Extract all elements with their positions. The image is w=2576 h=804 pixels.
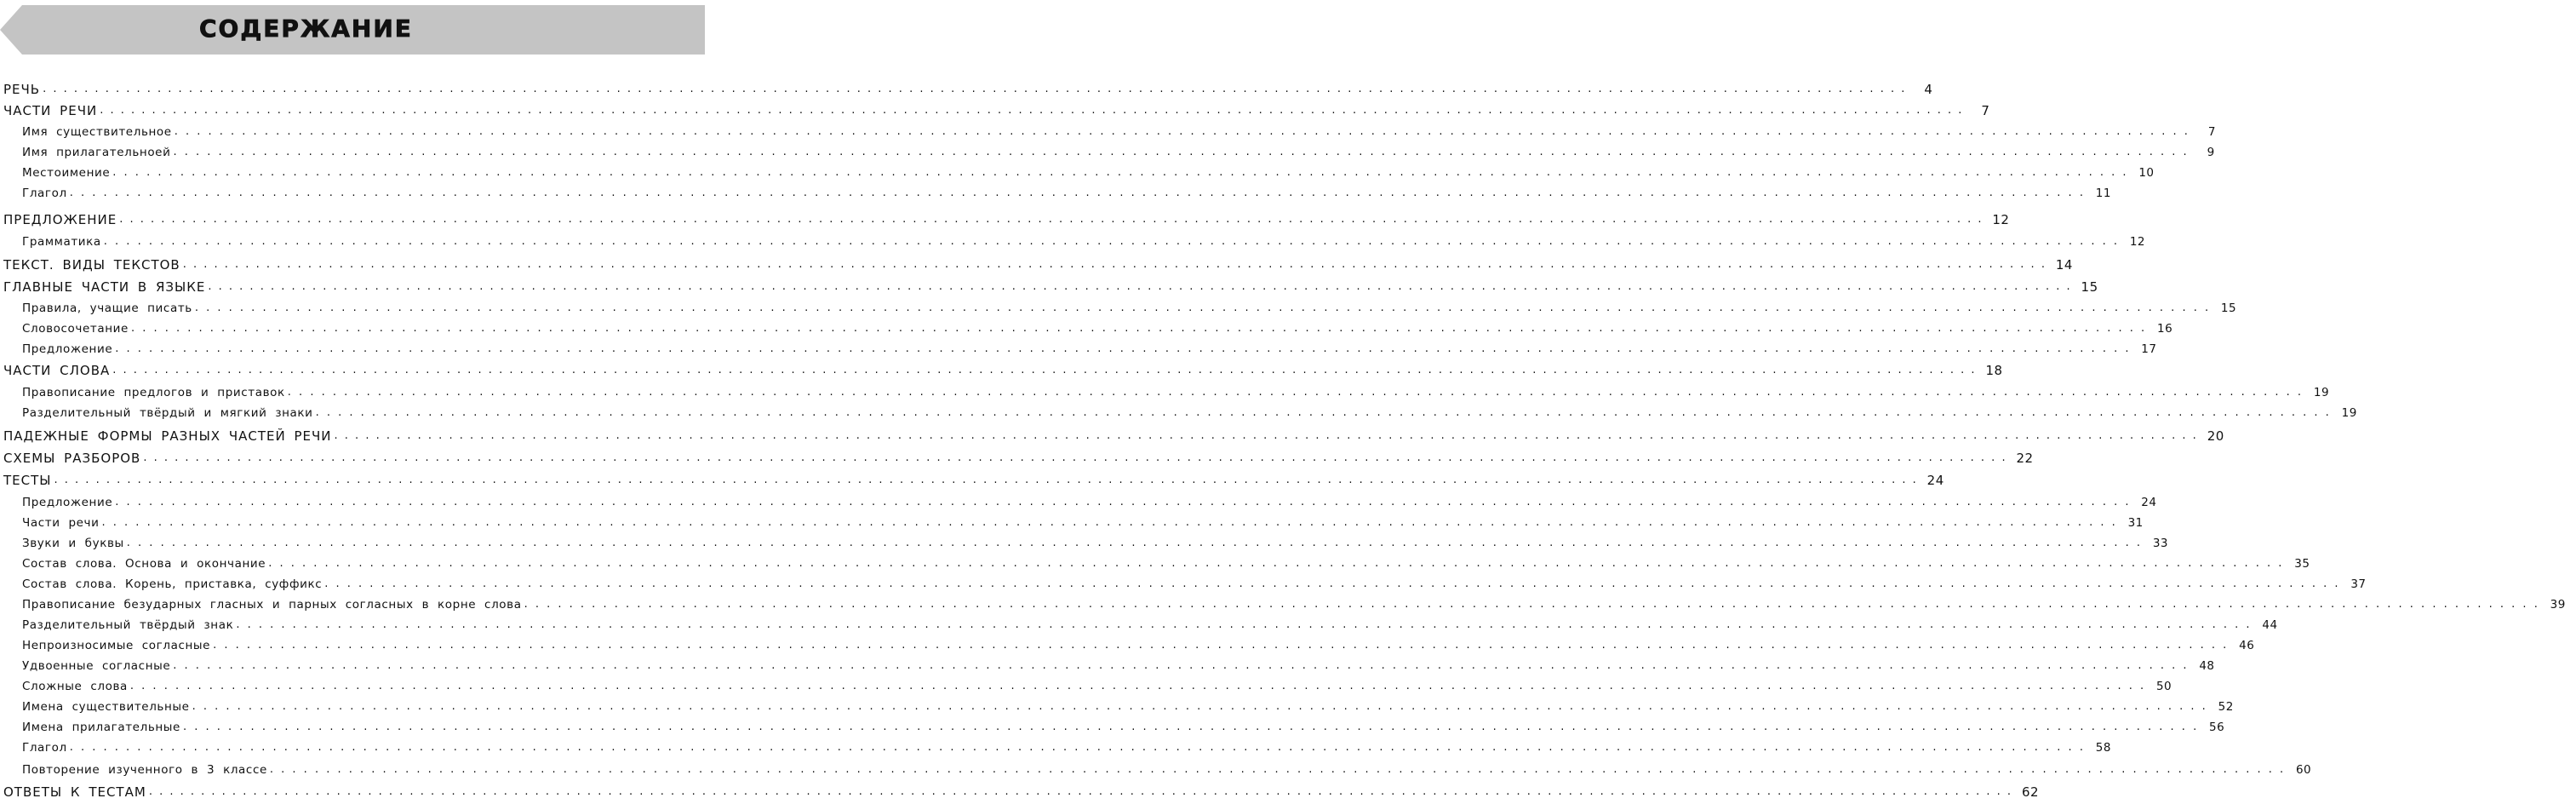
toc-page-number: 44 bbox=[2262, 618, 2278, 632]
toc-page-number: 12 bbox=[2129, 235, 2146, 249]
toc-leader-dots bbox=[270, 762, 2283, 778]
toc-section[interactable] bbox=[0, 425, 2224, 444]
toc-subsection[interactable] bbox=[0, 655, 2215, 674]
toc-entry-title: ТЕКСТ. ВИДЫ ТЕКСТОВ bbox=[3, 257, 180, 273]
toc-page-number: 17 bbox=[2141, 342, 2157, 356]
toc-entry-title: Правописание предлогов и приставок bbox=[22, 386, 285, 399]
toc-subsection[interactable] bbox=[0, 759, 2312, 778]
toc-entry-title: Непроизносимые согласные bbox=[22, 639, 211, 652]
toc-page-number: 48 bbox=[2199, 659, 2215, 673]
toc-section[interactable] bbox=[0, 78, 1933, 97]
toc-section[interactable] bbox=[0, 359, 2003, 378]
toc-leader-dots bbox=[102, 515, 2115, 531]
toc-page-number: 16 bbox=[2157, 322, 2173, 336]
toc-section[interactable] bbox=[0, 469, 1944, 488]
toc-leader-dots bbox=[335, 428, 2196, 444]
toc-entry-title: Состав слова. Корень, приставка, суффикс bbox=[22, 577, 323, 591]
toc-subsection[interactable] bbox=[0, 716, 2225, 735]
toc-leader-dots bbox=[149, 784, 2011, 800]
toc-page-number: 33 bbox=[2152, 537, 2169, 550]
toc-subsection[interactable] bbox=[0, 573, 2367, 592]
toc-leader-dots bbox=[316, 405, 2329, 421]
toc-leader-dots bbox=[100, 103, 1961, 118]
toc-subsection[interactable] bbox=[0, 318, 2173, 336]
toc-subsection[interactable] bbox=[0, 614, 2278, 633]
toc-entry-title: ОТВЕТЫ К ТЕСТАМ bbox=[3, 784, 146, 800]
toc-entry-title: Предложение bbox=[22, 496, 113, 509]
toc-subsection[interactable] bbox=[0, 512, 2144, 531]
toc-page-number: 19 bbox=[2341, 406, 2357, 420]
toc-page-number: 7 bbox=[1981, 103, 1990, 118]
toc-page-number: 12 bbox=[1992, 212, 2010, 227]
toc-subsection[interactable] bbox=[0, 594, 2566, 612]
toc-entry-title: Удвоенные согласные bbox=[22, 659, 171, 673]
toc-leader-dots bbox=[70, 740, 2083, 755]
toc-section[interactable] bbox=[0, 254, 2073, 273]
toc-leader-dots bbox=[112, 165, 2126, 181]
toc-subsection[interactable] bbox=[0, 121, 2216, 140]
page-title: СОДЕРЖАНИЕ bbox=[199, 14, 413, 43]
toc-leader-dots bbox=[288, 385, 2301, 400]
toc-page-number: 15 bbox=[2081, 279, 2098, 295]
toc-subsection[interactable] bbox=[0, 162, 2155, 181]
toc-leader-dots bbox=[43, 82, 1904, 97]
toc-page-number: 60 bbox=[2295, 763, 2312, 777]
toc-page-number: 10 bbox=[2138, 166, 2155, 180]
toc-entry-title: Разделительный твёрдый и мягкий знаки bbox=[22, 406, 313, 420]
toc-leader-dots bbox=[213, 638, 2226, 653]
toc-leader-dots bbox=[236, 617, 2249, 633]
toc-leader-dots bbox=[70, 186, 2083, 201]
toc-entry-title: Состав слова. Основа и окончание bbox=[22, 557, 266, 571]
toc-entry-title: ТЕСТЫ bbox=[3, 473, 52, 488]
toc-leader-dots bbox=[175, 124, 2188, 140]
toc-leader-dots bbox=[268, 556, 2281, 571]
toc-leader-dots bbox=[127, 536, 2140, 551]
toc-entry-title: Местоимение bbox=[22, 166, 111, 180]
toc-leader-dots bbox=[524, 597, 2538, 612]
toc-subsection[interactable] bbox=[0, 675, 2172, 694]
toc-page-number: 22 bbox=[2016, 451, 2034, 466]
toc-entry-title: Имя существительное bbox=[22, 125, 172, 139]
toc-page-number: 15 bbox=[2220, 302, 2237, 315]
toc-leader-dots bbox=[112, 363, 1974, 378]
header-banner bbox=[0, 5, 705, 55]
toc-page-number: 62 bbox=[2021, 784, 2040, 800]
toc-entry-title: Глагол bbox=[22, 187, 67, 200]
toc-page-number: 9 bbox=[2207, 146, 2215, 159]
toc-page-number: 18 bbox=[1985, 363, 2003, 378]
toc-page-number: 58 bbox=[2095, 741, 2111, 755]
toc-entry-title: РЕЧЬ bbox=[3, 82, 41, 97]
toc-entry-title: Разделительный твёрдый знак bbox=[22, 618, 234, 632]
toc-section[interactable] bbox=[0, 209, 2010, 227]
toc-entry-title: ЧАСТИ СЛОВА bbox=[3, 363, 111, 378]
toc-subsection[interactable] bbox=[0, 182, 2111, 201]
toc-entry-title: Грамматика bbox=[22, 235, 101, 249]
toc-section[interactable] bbox=[0, 276, 2098, 295]
toc-entry-title: Имена существительные bbox=[22, 700, 190, 714]
toc-entry-title: Предложение bbox=[22, 342, 113, 356]
toc-leader-dots bbox=[119, 212, 1981, 227]
toc-subsection[interactable] bbox=[0, 491, 2157, 510]
toc-subsection[interactable] bbox=[0, 402, 2357, 421]
toc-leader-dots bbox=[183, 257, 2045, 273]
toc-entry-title: Звуки и буквы bbox=[22, 537, 124, 550]
toc-entry-title: Повторение изученного в 3 классе bbox=[22, 763, 267, 777]
toc-page-number: 24 bbox=[2141, 496, 2157, 509]
toc-page-number: 50 bbox=[2155, 680, 2172, 693]
toc-leader-dots bbox=[173, 145, 2186, 160]
toc-entry-title: Правила, учащие писать bbox=[22, 302, 192, 315]
toc-page-number: 11 bbox=[2095, 187, 2111, 200]
toc-leader-dots bbox=[192, 699, 2206, 715]
toc-leader-dots bbox=[115, 342, 2128, 357]
toc-subsection[interactable] bbox=[0, 532, 2169, 551]
toc-page-number: 4 bbox=[1924, 82, 1933, 97]
toc-page-number: 20 bbox=[2207, 428, 2224, 444]
toc-subsection[interactable] bbox=[0, 553, 2310, 571]
toc-section[interactable] bbox=[0, 100, 1990, 118]
toc-entry-title: Части речи bbox=[22, 516, 100, 530]
toc-entry-title: Глагол bbox=[22, 741, 67, 755]
toc-page-number: 37 bbox=[2350, 577, 2367, 591]
toc-subsection[interactable] bbox=[0, 141, 2215, 160]
toc-subsection[interactable] bbox=[0, 382, 2330, 400]
toc-leader-dots bbox=[104, 234, 2117, 250]
toc-leader-dots bbox=[130, 679, 2144, 694]
toc-subsection[interactable] bbox=[0, 338, 2157, 357]
toc-entry-title: Словосочетание bbox=[22, 322, 129, 336]
toc-entry-title: ПАДЕЖНЫЕ ФОРМЫ РАЗНЫХ ЧАСТЕЙ РЕЧИ bbox=[3, 428, 332, 444]
toc-page-number: 19 bbox=[2313, 386, 2330, 399]
toc-page-number: 56 bbox=[2209, 721, 2225, 734]
toc-page-number: 14 bbox=[2055, 257, 2073, 273]
toc-entry-title: ПРЕДЛОЖЕНИЕ bbox=[3, 212, 117, 227]
toc-leader-dots bbox=[195, 301, 2208, 316]
toc-section[interactable] bbox=[0, 447, 2034, 466]
toc-entry-title: Имена прилагательные bbox=[22, 721, 180, 734]
toc-entry-title: Правописание безударных гласных и парных согласных в корне слова bbox=[22, 598, 522, 612]
toc-leader-dots bbox=[115, 495, 2128, 510]
toc-subsection[interactable] bbox=[0, 696, 2234, 715]
toc-entry-title: СХЕМЫ РАЗБОРОВ bbox=[3, 451, 141, 466]
toc-leader-dots bbox=[173, 658, 2186, 674]
toc-subsection[interactable] bbox=[0, 297, 2237, 316]
toc-entry-title: Имя прилагательноей bbox=[22, 146, 171, 159]
toc-section[interactable] bbox=[0, 781, 2040, 800]
toc-page-number: 31 bbox=[2127, 516, 2144, 530]
toc-entry-title: ЧАСТИ РЕЧИ bbox=[3, 103, 98, 118]
toc-leader-dots bbox=[143, 451, 2005, 466]
toc-page-number: 7 bbox=[2207, 125, 2216, 139]
toc-leader-dots bbox=[324, 577, 2338, 592]
toc-page-number: 24 bbox=[1926, 473, 1944, 488]
toc-leader-dots bbox=[54, 473, 1916, 488]
toc-page-number: 46 bbox=[2239, 639, 2255, 652]
toc-page-number: 35 bbox=[2294, 557, 2310, 571]
toc-leader-dots bbox=[131, 321, 2144, 336]
toc-subsection[interactable] bbox=[0, 231, 2146, 250]
toc-leader-dots bbox=[183, 720, 2196, 735]
toc-leader-dots bbox=[208, 279, 2069, 295]
toc-subsection[interactable] bbox=[0, 737, 2111, 755]
toc-page-number: 39 bbox=[2550, 598, 2566, 612]
toc-entry-title: Сложные слова bbox=[22, 680, 128, 693]
toc-subsection[interactable] bbox=[0, 635, 2255, 653]
toc-page-number: 52 bbox=[2218, 700, 2234, 714]
toc-entry-title: ГЛАВНЫЕ ЧАСТИ В ЯЗЫКЕ bbox=[3, 279, 206, 295]
